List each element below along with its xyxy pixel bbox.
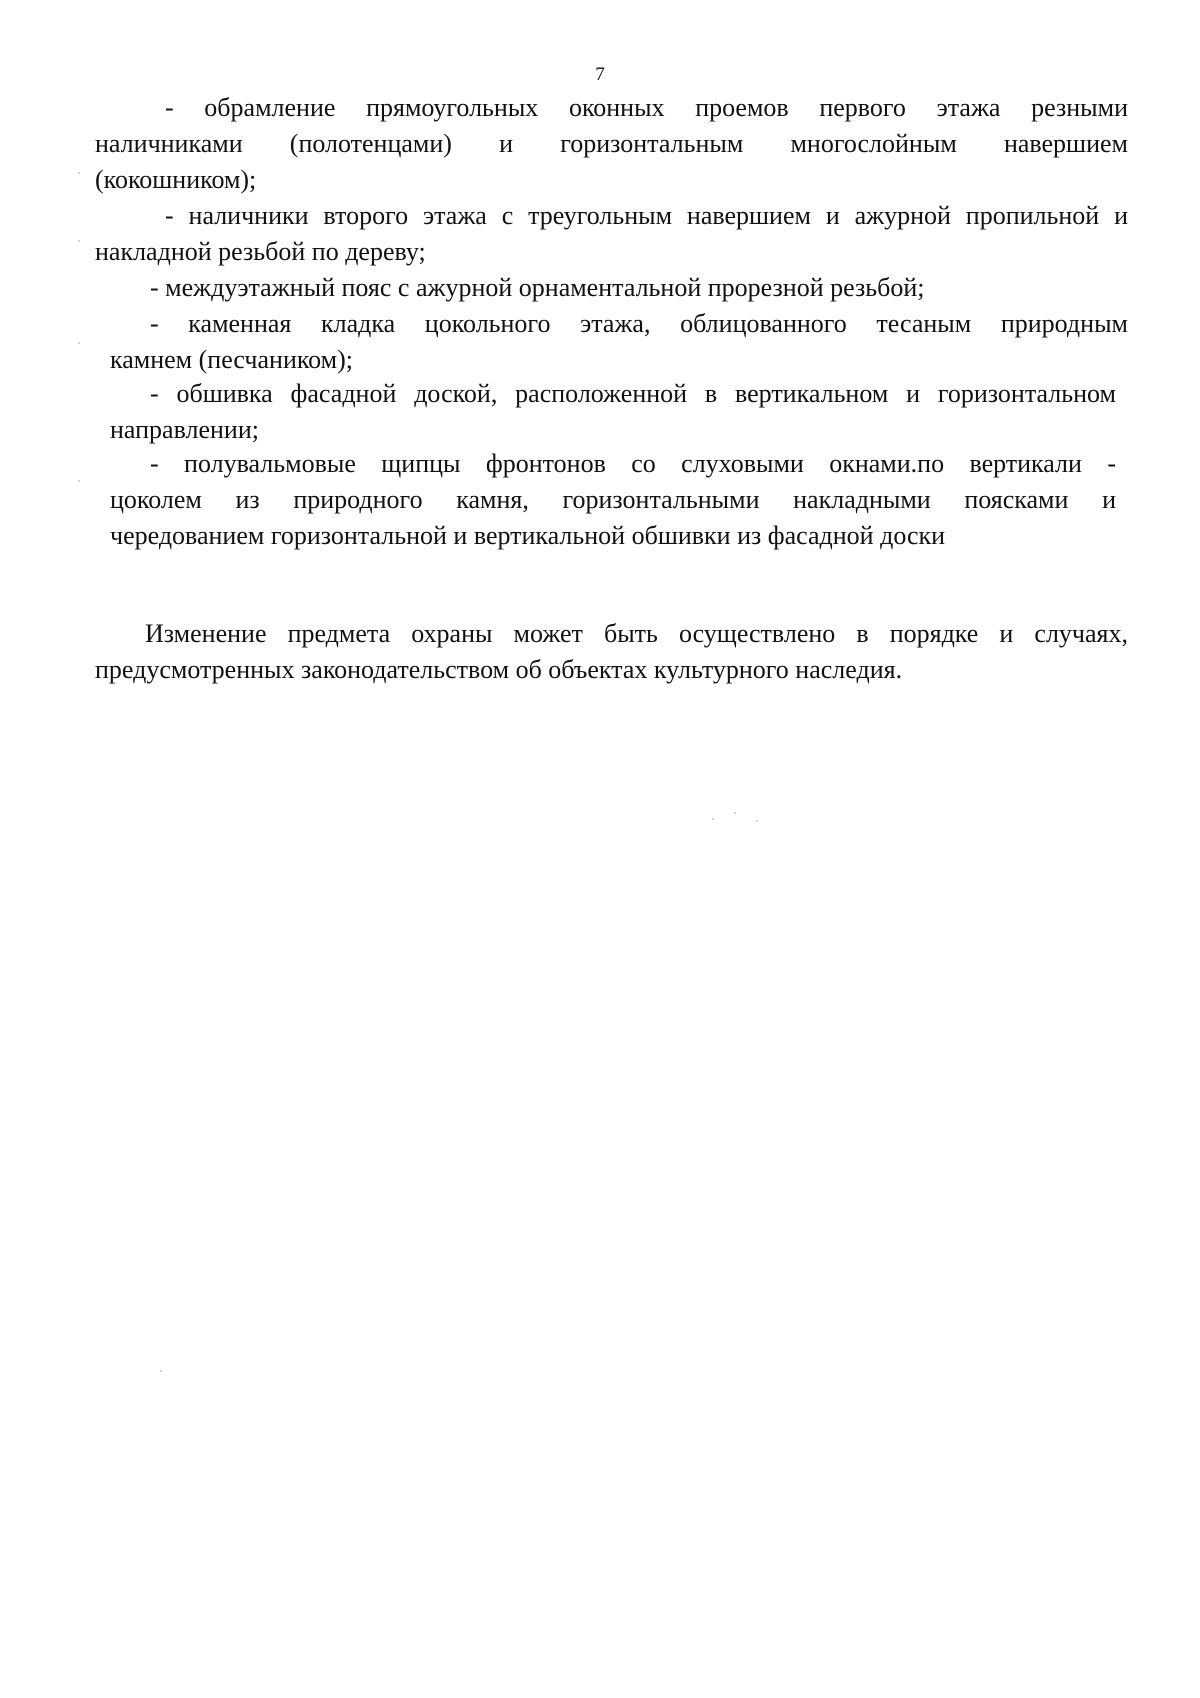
list-item-line: - полувальмовые щипцы фронтонов со слуховыми окнами.по вертикали -	[150, 449, 1116, 478]
list-item-line: (кокошником);	[95, 165, 257, 194]
list-item-facade-cladding	[95, 376, 1128, 448]
list-item-window-frames	[95, 90, 1128, 198]
scan-artifact	[756, 820, 758, 822]
list-item-stone-masonry	[95, 306, 1128, 378]
scan-artifact	[78, 240, 80, 242]
list-item-line: чередованием горизонтальной и вертикальной обшивки из фасадной доски	[110, 521, 946, 550]
page-number: 7	[595, 64, 605, 85]
list-item-line: наличниками (полотенцами) и горизонтальным многослойным навершием	[95, 129, 1128, 158]
list-item-line: - обрамление прямоугольных оконных проемов первого этажа резными	[165, 93, 1128, 122]
list-item-interfloor-belt	[95, 270, 1128, 306]
scan-artifact	[160, 1370, 162, 1372]
list-item-line: - наличники второго этажа с треугольным навершием и ажурной пропильной и	[165, 201, 1128, 230]
list-item-line: камнем (песчаником);	[110, 345, 354, 374]
closing-line: предусмотренных законодательством об объектах культурного наследия.	[95, 655, 903, 684]
scan-artifact	[78, 172, 80, 174]
closing-paragraph	[95, 616, 1128, 688]
scan-artifact	[78, 342, 80, 344]
list-item-line: - обшивка фасадной доской, расположенной в вертикальном и горизонтальном	[150, 379, 1116, 408]
list-item-line: накладной резьбой по дереву;	[95, 237, 426, 266]
list-item-gables	[95, 446, 1128, 554]
scan-artifact	[712, 818, 714, 820]
list-item-line: - каменная кладка цокольного этажа, облицованного тесаным природным	[150, 309, 1128, 338]
list-item-line: направлении;	[110, 415, 259, 444]
list-item-line: - междуэтажный пояс с ажурной орнаментальной прорезной резьбой;	[150, 273, 925, 302]
list-item-second-floor-frames	[95, 198, 1128, 270]
list-item-line: цоколем из природного камня, горизонтальными накладными поясками и	[110, 485, 1116, 514]
closing-line: Изменение предмета охраны может быть осуществлено в порядке и случаях,	[145, 619, 1128, 648]
scan-artifact	[78, 480, 80, 482]
scan-artifact	[734, 812, 736, 814]
